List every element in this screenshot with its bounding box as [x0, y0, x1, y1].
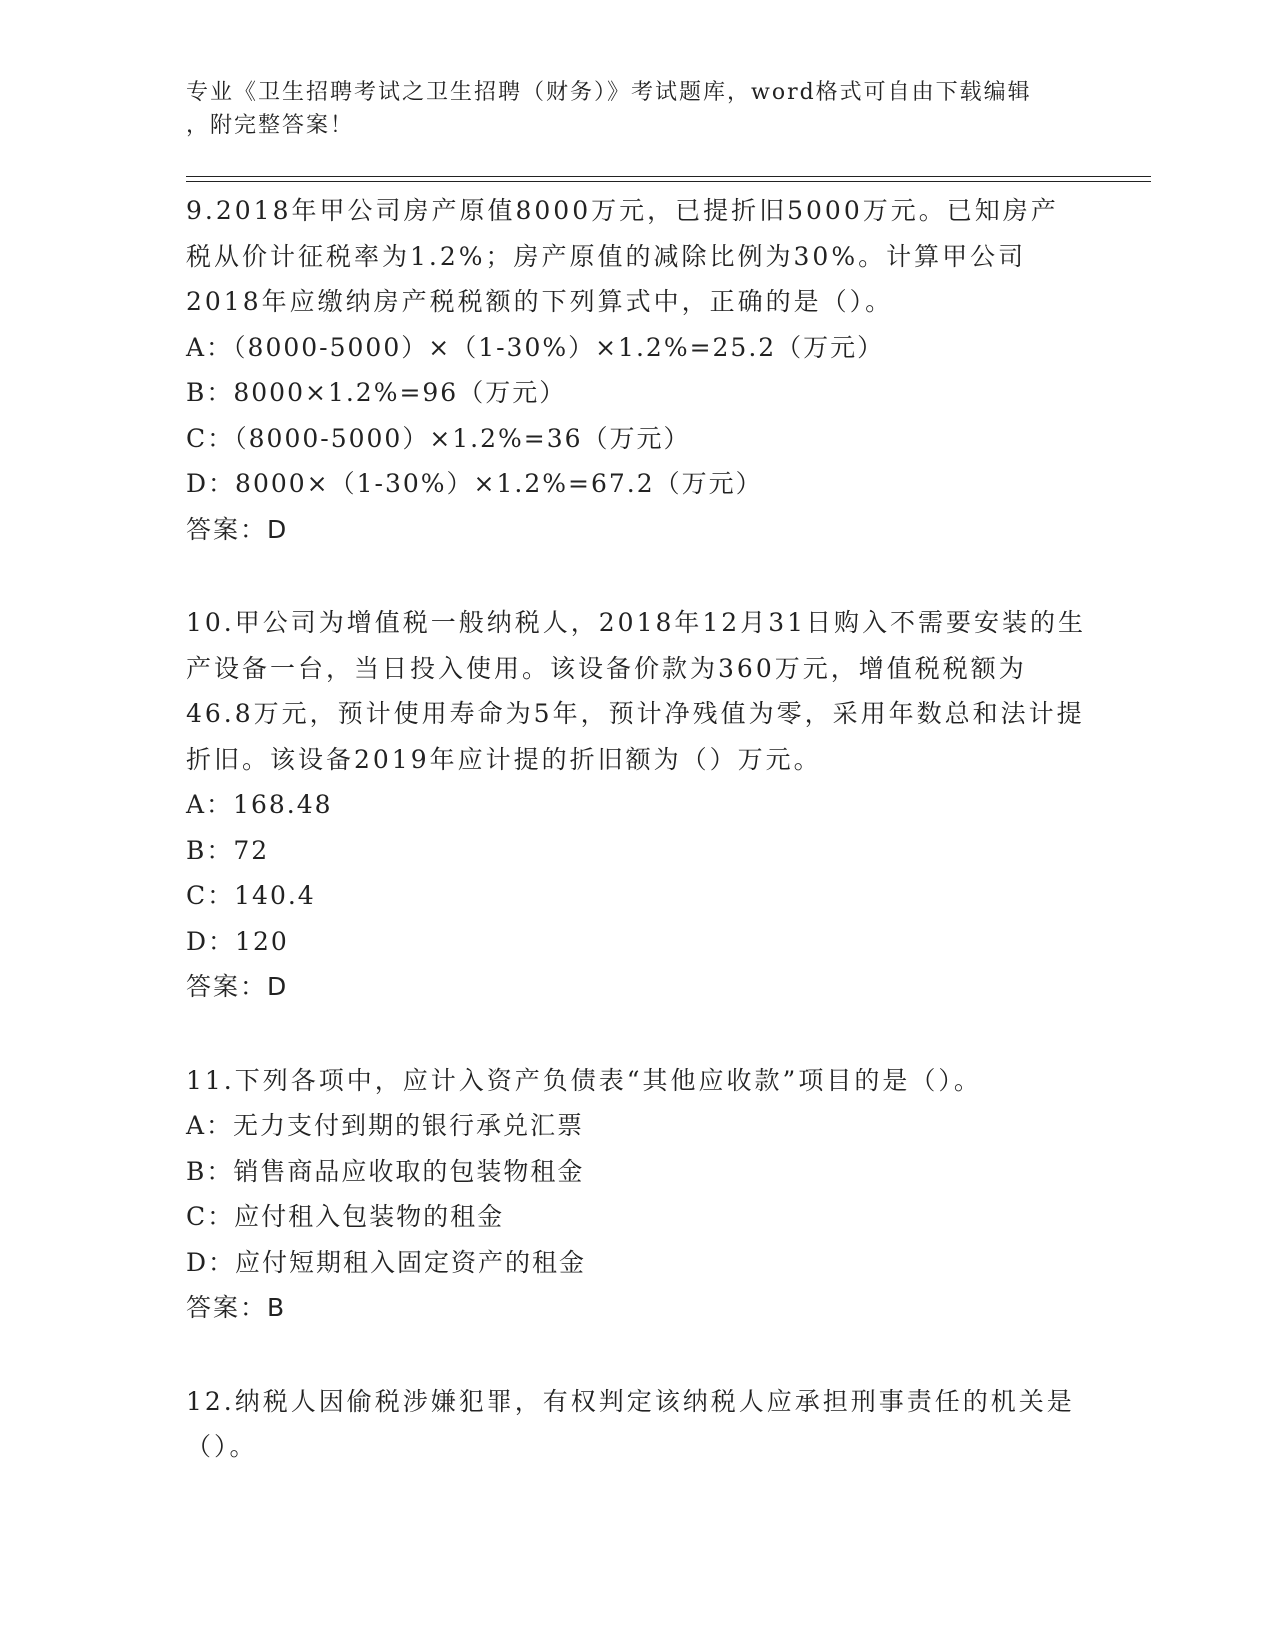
question-stem: 10.甲公司为增值税一般纳税人，2018年12月31日购入不需要安装的生产设备一台，当日投入使用。该设备价款为360万元，增值税税额为46.8万元，预计使用寿命为5年，预计净残值为零，采用年数总和法计提折旧。该设备2019年应计提的折旧额为（）万元。	[186, 608, 1087, 774]
header-divider-top	[186, 176, 1151, 177]
question-stem: 11.下列各项中，应计入资产负债表“其他应收款”项目的是（）。	[186, 1065, 982, 1095]
option-c: C：应付租入包装物的租金	[186, 1202, 505, 1231]
option-c: C：（8000-5000）×1.2%=36（万元）	[186, 423, 691, 453]
question-stem: 9.2018年甲公司房产原值8000万元，已提折旧5000万元。已知房产税从价计征税率为1.2%；房产原值的减除比例为30%。计算甲公司2018年应缴纳房产税税额的下列算式中，正确的是（）。	[186, 196, 1059, 316]
option-b: B：72	[186, 835, 270, 865]
option-a: A：（8000-5000）×（1-30%）×1.2%=25.2（万元）	[186, 332, 885, 362]
option-d: D：应付短期租入固定资产的租金	[186, 1247, 587, 1277]
option-d: D：8000×（1-30%）×1.2%=67.2（万元）	[186, 469, 763, 498]
question-spacer	[186, 1010, 1086, 1058]
document-header	[186, 76, 1066, 142]
question-12	[186, 1379, 1086, 1470]
question-stem: 12.纳税人因偷税涉嫌犯罪，有权判定该纳税人应承担刑事责任的机关是（）。	[186, 1386, 1075, 1461]
option-b: B：销售商品应收取的包装物租金	[186, 1156, 585, 1186]
option-a: A：168.48	[186, 790, 333, 819]
question-list	[186, 188, 1086, 1470]
question-spacer	[186, 1331, 1086, 1379]
question-10	[186, 600, 1086, 1010]
option-b: B：8000×1.2%=96（万元）	[186, 378, 567, 407]
answer-line: 答案：B	[186, 1293, 287, 1322]
option-a: A：无力支付到期的银行承兑汇票	[186, 1111, 585, 1140]
question-11	[186, 1058, 1086, 1331]
answer-line: 答案：D	[186, 514, 289, 544]
header-divider-bottom	[186, 181, 1151, 182]
header-line-1: 专业《卫生招聘考试之卫生招聘（财务）》考试题库，word格式可自由下载编辑	[186, 80, 1032, 105]
answer-line: 答案：D	[186, 972, 289, 1001]
question-spacer	[186, 552, 1086, 600]
option-d: D：120	[186, 926, 289, 956]
question-9	[186, 188, 1086, 552]
option-c: C：140.4	[186, 881, 316, 910]
header-line-2: ，附完整答案！	[186, 113, 355, 138]
